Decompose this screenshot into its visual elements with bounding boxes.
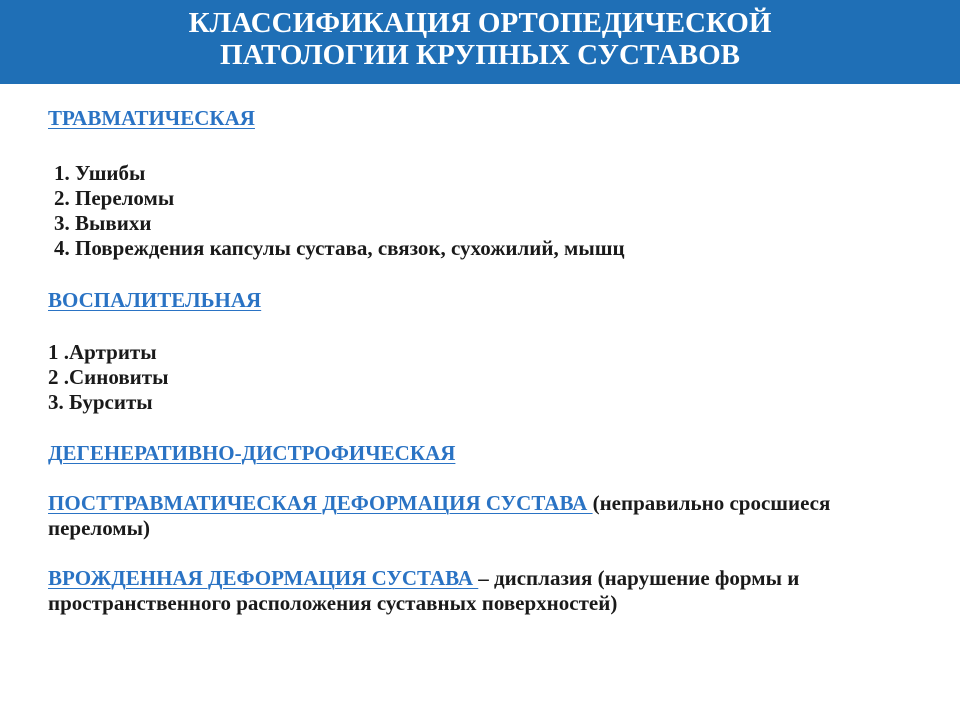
- link-inflammatory[interactable]: ВОСПАЛИТЕЛЬНАЯ: [48, 288, 262, 312]
- slide-title-line-1: КЛАССИФИКАЦИЯ ОРТОПЕДИЧЕСКОЙ: [188, 7, 772, 39]
- link-degenerative[interactable]: ДЕГЕНЕРАТИВНО-ДИСТРОФИЧЕСКАЯ: [48, 441, 456, 465]
- title-bar: [0, 0, 960, 84]
- section-inflammatory: [48, 288, 928, 313]
- slide-content: [48, 106, 928, 616]
- link-traumatic[interactable]: ТРАВМАТИЧЕСКАЯ: [48, 106, 255, 130]
- link-congenital[interactable]: ВРОЖДЕННАЯ ДЕФОРМАЦИЯ СУСТАВА: [48, 566, 479, 590]
- list-item: 3. Вывихи: [54, 211, 152, 235]
- congenital-description: – дисплазия (нарушение формы и пространственного расположения суставных поверхностей): [48, 566, 800, 615]
- slide-title-line-2: ПАТОЛОГИИ КРУПНЫХ СУСТАВОВ: [220, 39, 740, 71]
- section-congenital: [48, 566, 928, 616]
- list-item: 1. Ушибы: [54, 161, 146, 185]
- list-item: 2 .Синовиты: [48, 365, 169, 389]
- inflammatory-list: [48, 340, 928, 415]
- section-degenerative: [48, 441, 928, 466]
- section-posttraumatic: [48, 491, 928, 541]
- slide-title: [0, 7, 960, 71]
- posttraumatic-description: (неправильно сросшиеся переломы): [48, 491, 831, 540]
- traumatic-list: [48, 161, 928, 261]
- section-traumatic: [48, 106, 928, 131]
- list-item: 1 .Артриты: [48, 340, 157, 364]
- link-posttraumatic[interactable]: ПОСТТРАВМАТИЧЕСКАЯ ДЕФОРМАЦИЯ СУСТАВА: [48, 491, 593, 515]
- list-item: 2. Переломы: [54, 186, 175, 210]
- list-item: 4. Повреждения капсулы сустава, связок, сухожилий, мышц: [54, 236, 625, 260]
- list-item: 3. Бурситы: [48, 390, 153, 414]
